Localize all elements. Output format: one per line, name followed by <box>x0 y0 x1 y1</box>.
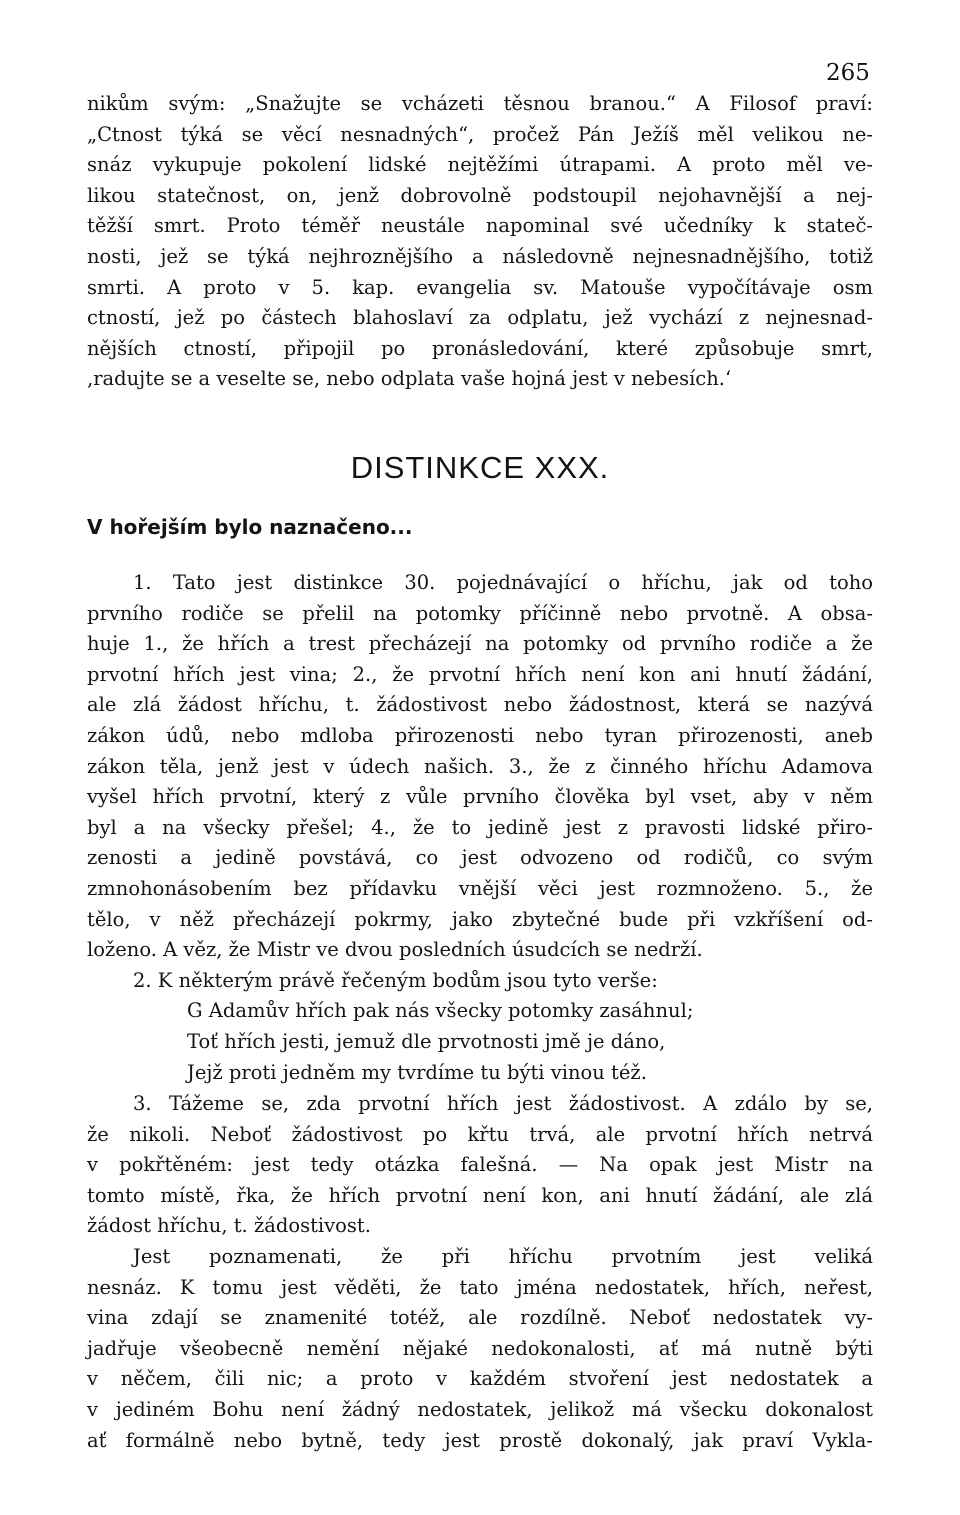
text-line: likou statečnost, on, jenž dobrovolně podstoupil nejohavnější a nej- <box>87 183 873 207</box>
verse-line: G Adamův hřích pak nás všecky potomky zasáhnul; <box>187 999 694 1023</box>
text-line: prvního rodiče se přelil na potomky příčinně nebo prvotně. A obsa- <box>87 601 873 625</box>
text-line: 3. Tážeme se, zda prvotní hřích jest žádostivost. A zdálo by se, <box>133 1092 873 1115</box>
text-line: vyšel hřích prvotní, který z vůle prvního člověka byl vset, aby v něm <box>87 785 873 809</box>
paragraph-continuation <box>87 89 873 395</box>
text-line: snáz vykupuje pokolení lidské nejtěžími útrapami. A proto měl ve- <box>87 153 873 177</box>
text-line: nosti, jež se týká nejhroznějšího a následovně nejnesnadnějšího, totiž <box>87 244 873 268</box>
text-line: žádost hříchu, t. žádostivost. <box>87 1214 371 1238</box>
text-line: že nikoli. Neboť žádostivost po křtu trvá, ale prvotní hřích netrvá <box>87 1122 873 1146</box>
text-line: smrti. A proto v 5. kap. evangelia sv. Matouše vypočítávaje osm <box>87 275 873 299</box>
text-line: Jest poznamenati, že při hříchu prvotním jest veliká <box>133 1244 873 1268</box>
text-line: vina zdají se znamenité totéž, ale rozdílně. Neboť nedostatek vy- <box>87 1306 873 1330</box>
page-number: 265 <box>826 60 870 86</box>
text-line: nikům svým: „Snažujte se vcházeti těsnou branou.“ A Filosof praví: <box>87 92 873 115</box>
text-line: zmnohonásobením bez přídavku vnější věci jest rozmnoženo. 5., že <box>87 876 873 900</box>
text-line: 2. K některým právě řečeným bodům jsou tyto verše: <box>133 968 658 992</box>
text-line: v pokřtěném: jest tedy otázka falešná. — Na opak jest Mistr na <box>87 1153 873 1177</box>
text-line: tělo, v něž přecházejí pokrmy, jako zbytečné bude při vzkříšení od- <box>87 907 873 931</box>
text-line: zákon těla, jenž jest v údech našich. 3., že z činného hříchu Adamova <box>87 754 873 778</box>
text-line: 1. Tato jest distinkce 30. pojednávající o hříchu, jak od toho <box>133 571 873 594</box>
text-line: byl a na všecky přešel; 4., že to jedině jest z pravosti lidské přiro- <box>87 815 873 839</box>
text-line: jadřuje všeobecně nemění nějaké nedokonalosti, ať má nutně býti <box>87 1336 873 1360</box>
text-line: ‚radujte se a veselte se, nebo odplata vaše hojná jest v nebesích.‘ <box>87 367 732 391</box>
text-line: ctností, jež po částech blahoslaví za odplatu, jež vychází z nejnesnad- <box>87 306 873 330</box>
text-line: zenosti a jedině povstává, co jest odvozeno od rodičů, co svým <box>87 846 873 870</box>
text-line: zákon údů, nebo mdloba přirozenosti nebo tyran přirozenosti, aneb <box>87 723 873 747</box>
text-line: v jediném Bohu není žádný nedostatek, jelikož má všecku dokonalost <box>87 1397 873 1421</box>
text-line: prvotní hřích jest vina; 2., že prvotní hřích není kon ani hnutí žádání, <box>87 662 873 686</box>
text-line: loženo. A věz, že Mistr ve dvou posledních úsudcích se nedrží. <box>87 938 703 962</box>
text-line: nějších ctností, připojil po pronásledování, které způsobuje smrt, <box>87 336 873 360</box>
text-line: ale zlá žádost hříchu, t. žádostivost nebo žádostnost, která se nazývá <box>87 693 873 717</box>
body-text <box>87 1089 873 1456</box>
text-line: huje 1., že hřích a trest přecházejí na potomky od prvního rodiče a že <box>87 632 873 656</box>
text-line: těžší smrt. Proto téměř neustále napominal své učedníky k stateč- <box>87 214 873 238</box>
verse-line: Jejž proti jedněm my tvrdíme tu býti vinou též. <box>187 1060 647 1084</box>
text-line: ať formálně nebo bytně, tedy jest prostě dokonalý, jak praví Vykla- <box>87 1428 873 1452</box>
body-text <box>87 568 873 1088</box>
text-line: tomto místě, řka, že hřích prvotní není kon, ani hnutí žádání, ale zlá <box>87 1183 873 1207</box>
text-line: „Ctnost týká se věcí nesnadných“, pročež Pán Ježíš měl velikou ne- <box>87 122 873 146</box>
text-line: v něčem, čili nic; a proto v každém stvoření jest nedostatek a <box>87 1367 873 1391</box>
verse-line: Toť hřích jesti, jemuž dle prvotnosti jmě je dáno, <box>187 1029 666 1053</box>
text-line: nesnáz. K tomu jest věděti, že tato jména nedostatek, hřích, neřest, <box>87 1275 873 1299</box>
section-subheading: V hořejším bylo naznačeno... <box>87 515 413 539</box>
chapter-heading: DISTINKCE XXX. <box>350 450 610 485</box>
